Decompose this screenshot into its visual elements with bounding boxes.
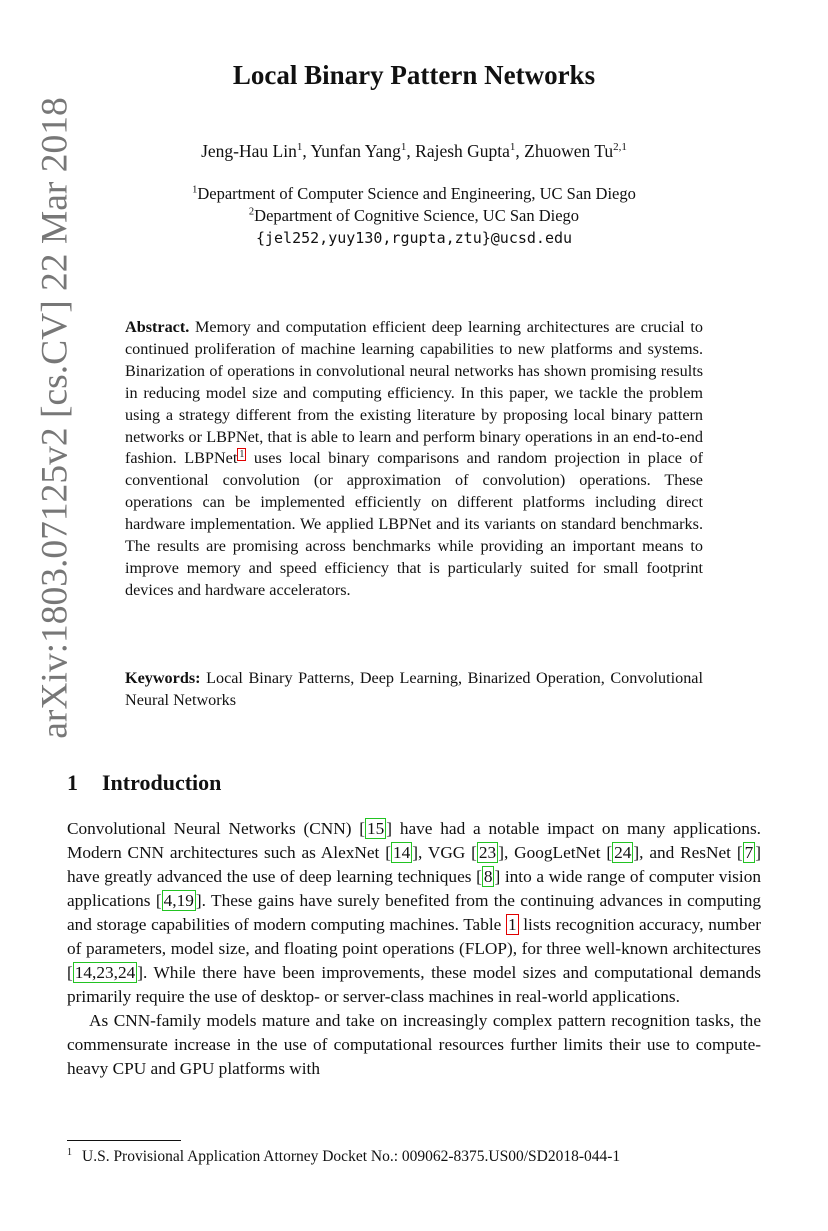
author-affiliation-mark: 1 xyxy=(296,141,303,154)
author-emails: {jel252,yuy130,rgupta,ztu}@ucsd.edu xyxy=(255,229,573,247)
body-text: . While there have been improvements, these model sizes and computational demands primarily require the use of desktop- or server-class machines in real-world applications. xyxy=(67,963,761,1006)
body-text: . These gains have surely benefited from the continuing advances in computing and storage capabilities of modern computing machines. Table xyxy=(67,891,761,934)
author-name: Yunfan Yang xyxy=(310,141,401,161)
keywords-label: Keywords: xyxy=(125,669,201,687)
author-name: Rajesh Gupta xyxy=(415,141,510,161)
footnote-text: U.S. Provisional Application Attorney Docket No.: 009062-8375.US00/SD2018-044-1 xyxy=(82,1148,621,1166)
footnote-divider xyxy=(67,1140,181,1141)
author-name: Zhuowen Tu xyxy=(524,141,614,161)
paragraph: As CNN-family models mature and take on increasingly complex pattern recognition tasks, the commensurate increase in the use of computational resources further limits their use to compute-heavy CPU and GPU platforms with xyxy=(67,1011,761,1078)
author-affiliation-mark: 1 xyxy=(509,141,516,154)
citation-link[interactable]: 24 xyxy=(614,843,632,862)
affiliation-text: Department of Cognitive Science, UC San Diego xyxy=(254,206,580,225)
body-text: into a wide range of computer vision applications xyxy=(67,867,761,910)
section-number: 1 xyxy=(67,770,78,795)
abstract-text: Memory and computation efficient deep learning architectures are crucial to continued proliferation of machine learning capabilities to new platforms and systems. Binarization of operations in convolutional neural networks has shown promising results in reducing model size and computing efficiency. In this paper, we tackle the problem using a strategy different from the existing literature by proposing local binary pattern networks or LBPNet, that is able to learn and perform binary operations in an end-to-end fashion. LBPNet xyxy=(125,318,703,468)
author-affiliation-mark: 1 xyxy=(400,141,407,154)
body-text: Convolutional Neural Networks (CNN) xyxy=(67,819,360,838)
affiliation-text: Department of Computer Science and Engineering, UC San Diego xyxy=(197,184,636,203)
footnote-link[interactable]: 1 xyxy=(239,449,245,461)
paragraph: Convolutional Neural Networks (CNN) [ 15 ] have had a notable impact on many applications. Modern CNN architectures such as AlexNet [ 14 ], VGG [ 23 ], GoogLetNet [ 24 ], and ResNet [ 7 ] have greatly advanced the use of deep learning techniques [ 8 ] into a wide range of computer vision applications [ 4,19 ]. These gains have surely benefited from the continuing advances in computing and storage capabilities of modern computing machines. Table 1 lists recognition accuracy, number of parameters, model size, and floating point operations (FLOP), for three well-known architectures [ 14,23,24 ]. While there have been improvements, these model sizes and computational demands primarily require the use of desktop- or server-class machines in real-world applications. xyxy=(67,819,761,1006)
citation-link[interactable]: 15 xyxy=(367,819,385,838)
arxiv-sidebar xyxy=(32,65,78,770)
paper-title: Local Binary Pattern Networks xyxy=(232,60,596,90)
body-text: , GoogLetNet xyxy=(503,843,607,862)
footnote-mark: 1 xyxy=(67,1147,72,1158)
citation-link[interactable]: 23 xyxy=(478,843,497,862)
citation-link[interactable]: 7 xyxy=(744,843,754,862)
body-text: , VGG xyxy=(418,843,472,862)
body-text: lists recognition accuracy, number of parameters, model size, and floating point operations (FLOP), for three well-known architectures xyxy=(67,915,761,958)
citation-link[interactable]: 4,19 xyxy=(163,891,194,910)
author-name: Jeng-Hau Lin xyxy=(201,141,297,161)
citation-link[interactable]: 14,23,24 xyxy=(74,963,136,982)
body-text: have had a notable impact on many applications. Modern CNN architectures such as AlexNet xyxy=(67,819,761,862)
citation-link[interactable]: 14 xyxy=(392,843,411,862)
abstract xyxy=(125,317,703,602)
section-title: Introduction xyxy=(102,770,222,795)
abstract-label: Abstract. xyxy=(125,318,190,336)
affiliation-mark: 2 xyxy=(248,206,255,218)
abstract-text: uses local binary comparisons and random projection in place of conventional convolution (or approximation of convolution) operations. These operations can be implemented efficiently on different platforms including direct hardware implementation. We applied LBPNet and its variants on standard benchmarks. The results are promising across benchmarks while providing an important means to improve memory and speed efficiency that is particularly suited for small footprint devices and hardware accelerators. xyxy=(125,449,703,599)
section-heading xyxy=(67,770,221,796)
body-text: have greatly advanced the use of deep learning techniques xyxy=(67,867,477,886)
arxiv-identifier: arXiv:1803.07125v2 [cs.CV] 22 Mar 2018 xyxy=(34,96,76,739)
keywords-text: Local Binary Patterns, Deep Learning, Binarized Operation, Convolutional Neural Networks xyxy=(125,669,703,709)
affiliation-line xyxy=(125,184,703,204)
author-list: Jeng-Hau Lin$^1$, Yunfan Yang$^1$, Rajesh Gupta$^1$, Zhuowen Tu$^{2,1}$ xyxy=(201,141,627,161)
body-text: , and ResNet xyxy=(639,843,737,862)
table-reference-link[interactable]: 1 xyxy=(507,915,517,934)
author-affiliation-mark: 2,1 xyxy=(613,141,627,154)
citation-link[interactable]: 8 xyxy=(483,867,493,886)
affiliation-line xyxy=(125,206,703,226)
introduction-body xyxy=(67,817,761,1081)
footnote xyxy=(67,1147,767,1166)
keywords xyxy=(125,668,703,712)
affiliation-mark: 1 xyxy=(192,184,198,196)
